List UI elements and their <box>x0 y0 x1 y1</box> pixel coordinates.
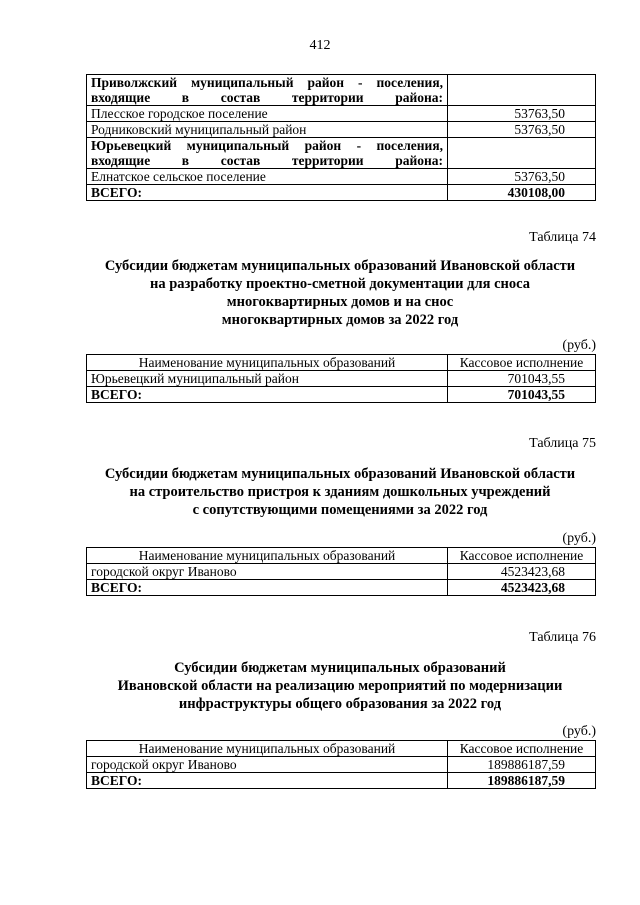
value-cell: 189886187,59 <box>448 757 596 773</box>
value-cell: 4523423,68 <box>448 564 596 580</box>
table-74 <box>86 354 596 403</box>
column-header-value: Кассовое исполнение <box>448 741 596 757</box>
title-line: Субсидии бюджетам муниципальных образований Ивановской области <box>104 466 576 482</box>
total-value: 430108,00 <box>448 185 596 201</box>
column-header-name: Наименование муниципальных образований <box>87 548 448 564</box>
unit-label: (руб.) <box>562 338 596 353</box>
municipality-name: городской округ Иваново <box>87 757 448 773</box>
title-line: многоквартирных домов за 2022 год <box>221 312 459 328</box>
title-line: с сопутствующими помещениями за 2022 год <box>192 502 488 518</box>
table-74-title <box>80 257 600 329</box>
table-header-row <box>87 548 596 564</box>
total-value: 189886187,59 <box>448 773 596 789</box>
value-cell <box>448 138 596 169</box>
total-row <box>87 185 596 201</box>
title-line: Субсидии бюджетам муниципальных образований <box>174 660 506 676</box>
table-row <box>87 371 596 387</box>
total-value: 701043,55 <box>448 387 596 403</box>
table-74-label: Таблица 74 <box>529 230 596 245</box>
table-76-title <box>80 659 600 713</box>
unit-label: (руб.) <box>562 531 596 546</box>
municipality-name: городской округ Иваново <box>87 564 448 580</box>
column-header-value: Кассовое исполнение <box>448 548 596 564</box>
title-line: многоквартирных домов и на снос <box>226 294 454 310</box>
table-row <box>87 169 596 185</box>
title-line: на строительство пристроя к зданиям дошкольных учреждений <box>129 484 551 500</box>
table-row <box>87 564 596 580</box>
title-line: инфраструктуры общего образования за 2022 год <box>178 696 502 712</box>
table-73-continuation <box>86 74 596 201</box>
table-row <box>87 106 596 122</box>
column-header-name: Наименование муниципальных образований <box>87 355 448 371</box>
column-header-value: Кассовое исполнение <box>448 355 596 371</box>
table-header-row <box>87 741 596 757</box>
group-header-privolzhsky: Приволжский муниципальный район - поселения, входящие в состав территории района: <box>87 75 448 106</box>
table-row <box>87 75 596 106</box>
total-label: ВСЕГО: <box>87 185 448 201</box>
value-cell <box>448 75 596 106</box>
title-line: Ивановской области на реализацию мероприятий по модернизации <box>117 678 563 694</box>
total-row <box>87 773 596 789</box>
total-value: 4523423,68 <box>448 580 596 596</box>
table-75-title <box>80 465 600 519</box>
municipality-name: Юрьевецкий муниципальный район <box>87 371 448 387</box>
group-header-yurievets: Юрьевецкий муниципальный район - поселения, входящие в состав территории района: <box>87 138 448 169</box>
table-header-row <box>87 355 596 371</box>
municipality-name: Елнатское сельское поселение <box>87 169 448 185</box>
municipality-name: Родниковский муниципальный район <box>87 122 448 138</box>
total-label: ВСЕГО: <box>87 387 448 403</box>
unit-label: (руб.) <box>562 724 596 739</box>
table-76-label: Таблица 76 <box>529 630 596 645</box>
table-row <box>87 757 596 773</box>
total-label: ВСЕГО: <box>87 773 448 789</box>
table-75-label: Таблица 75 <box>529 436 596 451</box>
value-cell: 53763,50 <box>448 122 596 138</box>
title-line: на разработку проектно-сметной документации для сноса <box>150 276 530 292</box>
table-row <box>87 122 596 138</box>
value-cell: 53763,50 <box>448 169 596 185</box>
title-line: Субсидии бюджетам муниципальных образований Ивановской области <box>104 258 576 274</box>
municipality-name: Плесское городское поселение <box>87 106 448 122</box>
value-cell: 701043,55 <box>448 371 596 387</box>
value-cell: 53763,50 <box>448 106 596 122</box>
total-row <box>87 387 596 403</box>
page-number: 412 <box>309 38 331 53</box>
total-row <box>87 580 596 596</box>
table-75 <box>86 547 596 596</box>
table-76 <box>86 740 596 789</box>
table-row <box>87 138 596 169</box>
column-header-name: Наименование муниципальных образований <box>87 741 448 757</box>
total-label: ВСЕГО: <box>87 580 448 596</box>
